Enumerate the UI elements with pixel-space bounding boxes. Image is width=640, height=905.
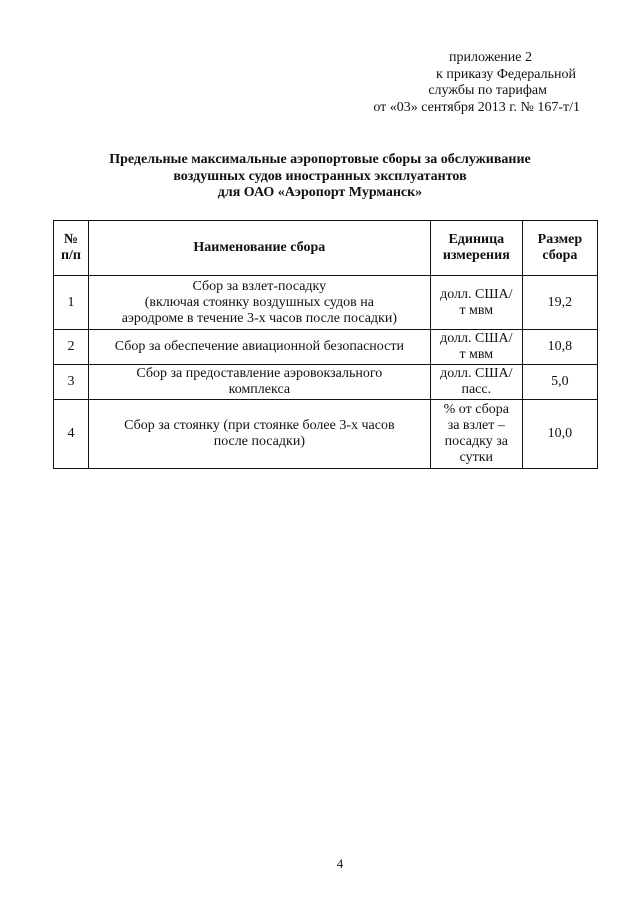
row-number: 3 — [54, 365, 89, 400]
title-line-1: Предельные максимальные аэропортовые сборы за обслуживание — [109, 152, 531, 167]
appendix-reference — [300, 50, 580, 116]
table-row — [54, 365, 598, 400]
row-unit: % от сбора за взлет – посадку за сутки — [430, 400, 522, 469]
header-fee-name: Наименование сбора — [88, 221, 430, 276]
row-unit: долл. США/ т мвм — [430, 330, 522, 365]
header-fee-size: Размер сбора — [522, 221, 597, 276]
table-row — [54, 276, 598, 330]
table-header-row — [54, 221, 598, 276]
row-unit: долл. США/ т мвм — [430, 276, 522, 330]
row-fee-size: 19,2 — [522, 276, 597, 330]
table-row — [54, 330, 598, 365]
title-line-3: для ОАО «Аэропорт Мурманск» — [217, 185, 423, 200]
table-row — [54, 400, 598, 469]
row-fee-name: Сбор за стоянку (при стоянке более 3-х часов после посадки) — [88, 400, 430, 469]
appendix-line-1: приложение 2 — [448, 50, 532, 65]
row-fee-name: Сбор за взлет-посадку (включая стоянку воздушных судов на аэродроме в течение 3-х часов после посадки) — [88, 276, 430, 330]
document-title — [40, 152, 600, 202]
row-fee-size: 10,0 — [522, 400, 597, 469]
row-fee-name: Сбор за предоставление аэровокзального комплекса — [88, 365, 430, 400]
row-fee-size: 10,8 — [522, 330, 597, 365]
row-number: 1 — [54, 276, 89, 330]
appendix-line-4: от «03» сентября 2013 г. № 167-т/1 — [373, 99, 580, 115]
row-fee-name: Сбор за обеспечение авиационной безопасности — [88, 330, 430, 365]
row-number: 4 — [54, 400, 89, 469]
title-line-2: воздушных судов иностранных эксплуатантов — [173, 168, 467, 184]
header-number: № п/п — [54, 221, 89, 276]
fees-table — [53, 220, 598, 469]
row-unit: долл. США/ пасс. — [430, 365, 522, 400]
appendix-line-3: службы по тарифам — [428, 83, 547, 98]
page-number: 4 — [336, 856, 344, 871]
header-unit: Единица измерения — [430, 221, 522, 276]
row-number: 2 — [54, 330, 89, 365]
row-fee-size: 5,0 — [522, 365, 597, 400]
appendix-line-2: к приказу Федеральной — [436, 66, 576, 82]
